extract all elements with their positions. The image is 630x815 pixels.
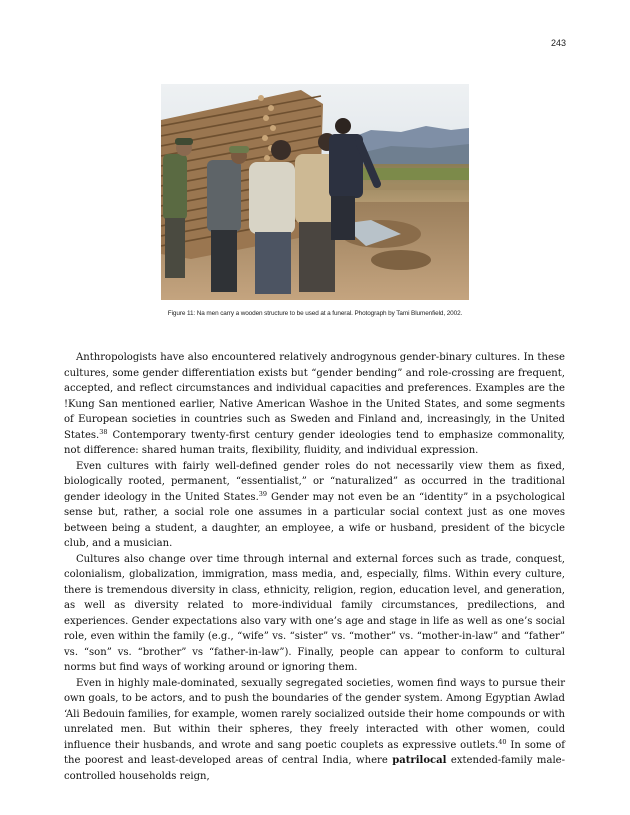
footnote-marker: 38 — [99, 427, 108, 436]
footnote-marker: 39 — [258, 489, 268, 498]
footnote-marker: 40 — [498, 737, 507, 746]
paragraph-text: Gender may not even be an “identity” in a psychological sense but, rather, a social role one assumes in a particular social context just as one moves between being a student, a daughter, an employee, a wife or husband, president of the bicycle club, and a musician. — [64, 491, 565, 549]
body-paragraph — [64, 676, 565, 785]
body-text — [64, 350, 565, 784]
funeral-structure-photo — [161, 84, 469, 300]
paragraph-text: Cultures also change over time through internal and external forces such as trade, conquest, colonialism, globalization, immigration, mass media, and, especially, films. Within every culture, there is tremendous diversity in class, ethnicity, religion, region, education level, and generation, as well as diversity related to more-individual family circumstances, predilections, and experiences. Gender expectations also vary with one’s age and stage in life as well as one’s social role, even within the family (e.g., “wife” vs. “sister” vs. “mother” vs. “mother-in-law” and “father” vs. “son” vs. “brother” vs “father-in-law”). Finally, people can appear to conform to cultural norms but find ways of working around or ignoring them. — [64, 553, 565, 673]
body-paragraph — [64, 350, 565, 459]
figure-caption: Figure 11: Na men carry a wooden structure to be used at a funeral. Photograph by Tami Blumenfield, 2002. — [167, 310, 463, 317]
paragraph-text: extended-family male-controlled households reign, — [64, 755, 565, 782]
body-paragraph — [64, 459, 565, 552]
paragraph-text: In some of the poorest and least-developed areas of central India, where — [64, 739, 565, 766]
paragraph-text: Contemporary twenty-first century gender ideologies tend to emphasize commonality, not difference: shared human traits, flexibility, fluidity, and individual expression. — [64, 429, 565, 456]
paragraph-text: Anthropologists have also encountered relatively androgynous gender-binary cultures. In these cultures, some gender differentiation exists but “gender bending” and role-crossing are frequent, accepted, and reflect circumstances and individual capacities and preferences. Examples are the !Kung San mentioned earlier, Native American Washoe in the United States, and some segments of European societies in countries such as Sweden and Finland and, increasingly, in the United States. — [64, 352, 565, 441]
body-paragraph — [64, 552, 565, 676]
page-number: 243 — [550, 38, 566, 48]
paragraph-text: Even in highly male-dominated, sexually segregated societies, women find ways to pursue their own goals, to be actors, and to push the boundaries of the gender system. Among Egyptian Awlad ‘Ali Bedouin families, for example, women rarely socialized outside their home compounds or with unrelated men. But within their spheres, they freely interacted with other women, could influence their husbands, and wrote and sang poetic couplets as expressive outlets. — [64, 677, 566, 751]
paragraph-text: Even cultures with fairly well-defined gender roles do not necessarily view them as fixed, biologically rooted, permanent, “essentialist,” or “naturalized” as occurred in the traditional gender ideology in the United States. — [64, 460, 565, 503]
key-term: patrilocal — [392, 755, 447, 766]
